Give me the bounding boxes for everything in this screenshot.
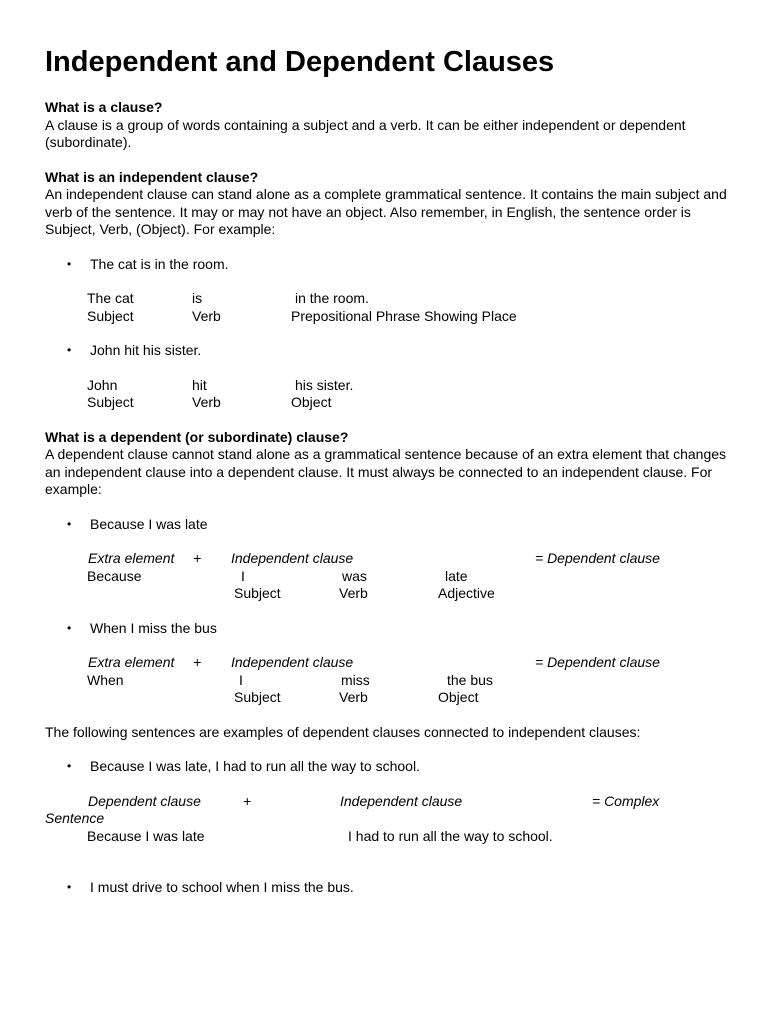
example-cell: was [342, 567, 367, 584]
example-cell: Extra element [88, 550, 175, 566]
example-cell: Because [87, 567, 142, 584]
example-cell: his sister. [295, 376, 354, 393]
section-combined-examples [45, 724, 735, 897]
example-header-row [45, 654, 735, 672]
example-cell: Independent clause [231, 550, 354, 566]
example-labels-row [45, 689, 735, 707]
example-cell: Verb [192, 394, 221, 410]
example-cell: Dependent clause [88, 792, 201, 809]
example-cell: Object [438, 689, 479, 705]
example-cell: = Complex [592, 792, 660, 809]
example-cell: = Dependent clause [535, 550, 660, 566]
page-title: Independent and Dependent Clauses [45, 46, 555, 78]
section-heading: What is a clause? [45, 99, 163, 115]
section-independent-clause [45, 169, 735, 412]
section-dependent-clause [45, 429, 735, 707]
example-cell: Extra element [88, 654, 175, 670]
section-heading: What is an independent clause? [45, 168, 259, 185]
example-cell: When [87, 671, 124, 688]
example-cell: I [239, 671, 243, 688]
example-bullet: • I must drive to school when I miss the bus. [45, 879, 735, 897]
example-cell: miss [341, 671, 370, 688]
example-cell: I had to run all the way to school. [348, 827, 553, 844]
example-cell: The cat [87, 290, 134, 306]
example-cell: Subject [87, 394, 134, 410]
example-cell: Verb [339, 689, 368, 705]
example-cell: = Dependent clause [535, 654, 660, 670]
example-cell: Adjective [438, 585, 495, 601]
example-labels-row [45, 394, 735, 412]
example-cell: + [193, 550, 202, 566]
example-cell: Subject [87, 307, 134, 324]
example-cell: late [445, 567, 468, 584]
example-words-row [45, 568, 735, 586]
example-cell: I [241, 567, 245, 584]
example-cell: Subject [234, 585, 281, 601]
example-bullet: • Because I was late, I had to run all the way to school. [45, 758, 735, 776]
example-cell: Verb [339, 585, 368, 601]
example-header-row [45, 550, 735, 568]
example-cell: Prepositional Phrase Showing Place [291, 307, 517, 324]
example-cell: Because I was late [87, 827, 205, 844]
example-header-row [45, 793, 735, 811]
example-header-wrap [45, 810, 735, 828]
example-bullet: • Because I was late [45, 516, 735, 534]
example-labels-row [45, 585, 735, 603]
section-body: A dependent clause cannot stand alone as a grammatical sentence because of an extra element that changes an independent clause into a dependent clause. It must always be connected to an independent clause. For example: [45, 446, 727, 497]
document-page [45, 42, 735, 897]
example-cell: Independent clause [340, 792, 463, 809]
example-cell: Subject [234, 689, 281, 705]
example-cell: Independent clause [231, 654, 354, 670]
example-bullet: • When I miss the bus [45, 620, 735, 638]
example-cell: Object [291, 394, 332, 410]
example-words-row [45, 377, 735, 395]
example-cell: hit [192, 376, 207, 393]
section-clause [45, 99, 735, 152]
example-cell: Sentence [45, 810, 105, 826]
example-cell: is [192, 290, 203, 306]
example-cell: in the room. [295, 290, 369, 306]
section-body: A clause is a group of words containing a subject and a verb. It can be either independent or dependent (subordinate). [45, 116, 686, 150]
example-cell: Verb [192, 307, 221, 324]
example-words-row [45, 672, 735, 690]
example-bullet: • The cat is in the room. [45, 256, 735, 274]
example-cell: the bus [447, 671, 493, 688]
example-labels-row [45, 308, 735, 326]
example-cell: John [87, 376, 118, 393]
example-words-row [45, 828, 735, 846]
example-cell: + [193, 654, 202, 670]
section-heading: What is a dependent (or subordinate) clause? [45, 428, 349, 445]
example-cell: + [243, 792, 252, 809]
example-bullet: • John hit his sister. [45, 342, 735, 360]
example-words-row [45, 290, 735, 308]
section-body: An independent clause can stand alone as a complete grammatical sentence. It contains the main subject and verb of the sentence. It may or may not have an object. Also remember, in English, the sentence order is Subject, Verb, (Object). For example: [45, 186, 727, 237]
section-intro: The following sentences are examples of dependent clauses connected to independent clauses: [45, 723, 641, 740]
